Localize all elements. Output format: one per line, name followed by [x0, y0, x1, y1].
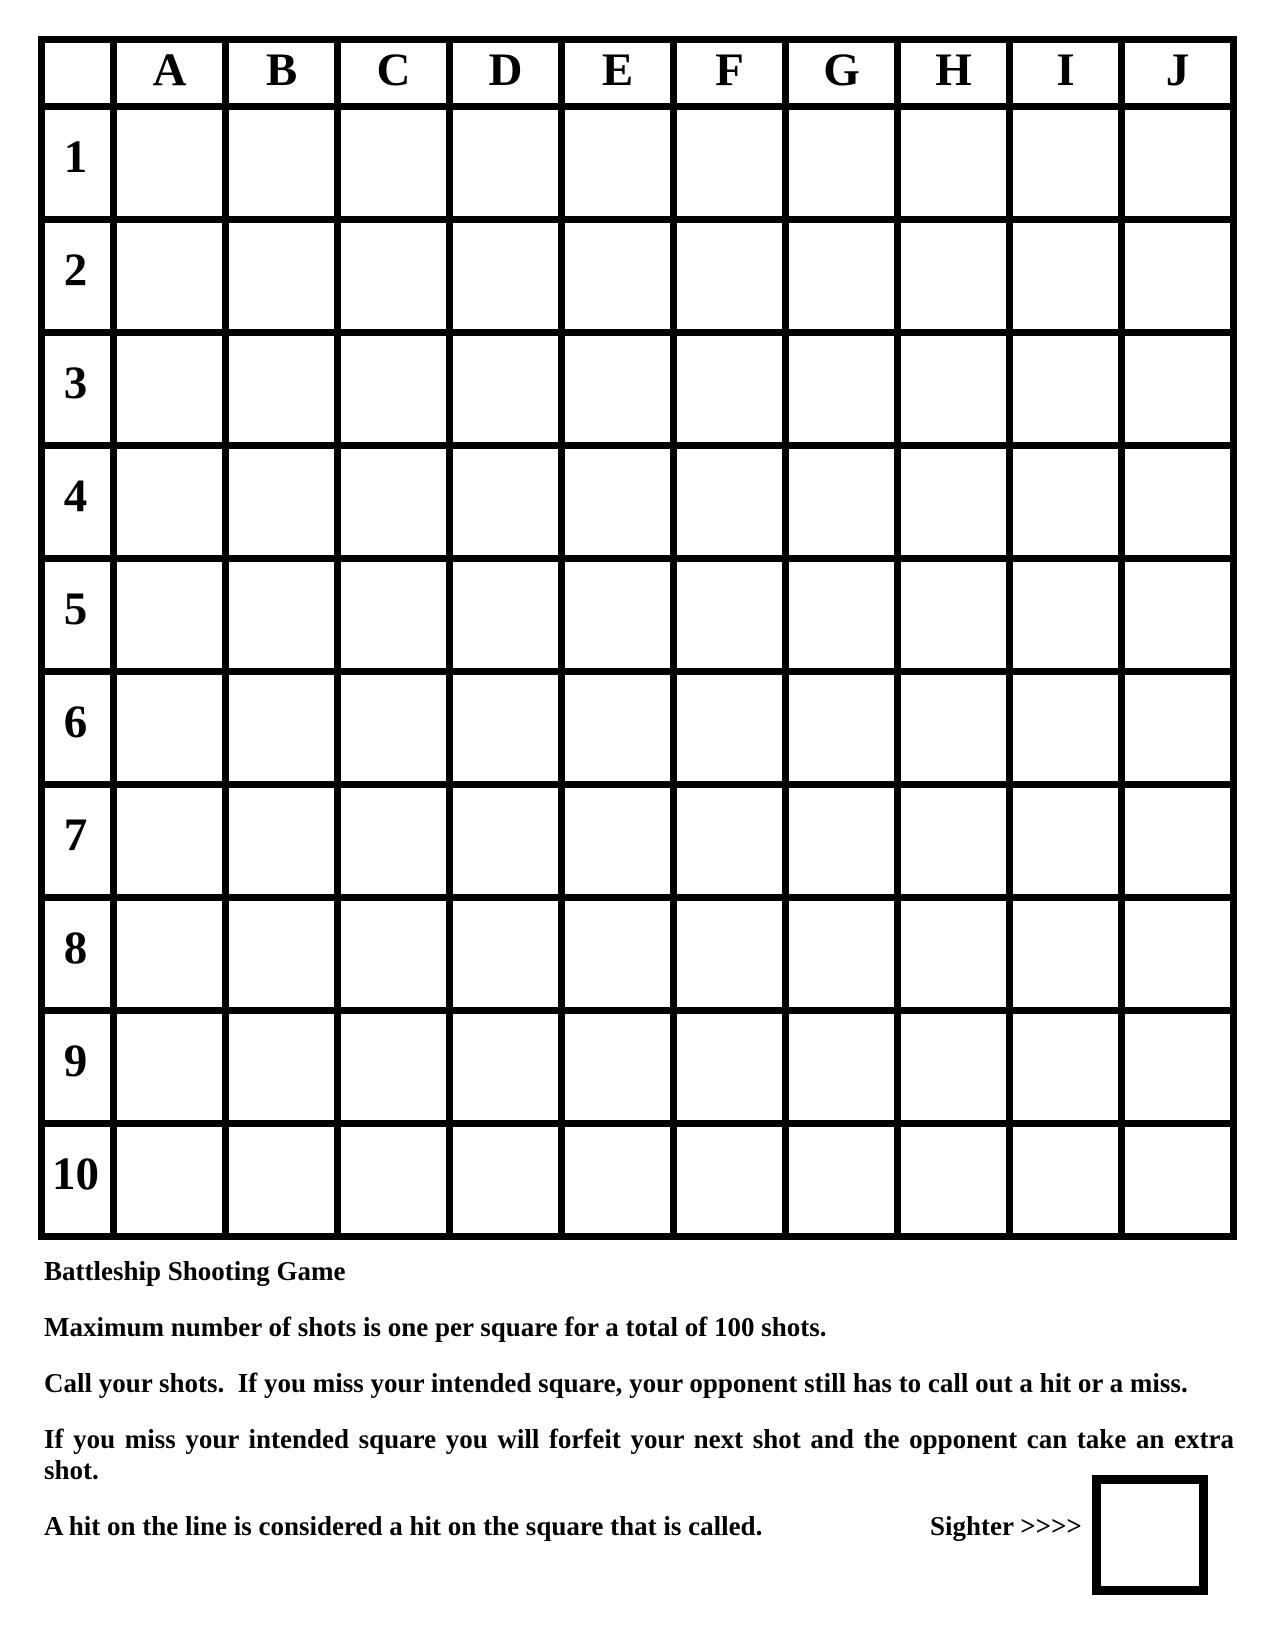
- column-header-F: F: [674, 40, 786, 107]
- cell-D10[interactable]: [450, 1124, 562, 1237]
- cell-A8[interactable]: [114, 898, 226, 1011]
- cell-D8[interactable]: [450, 898, 562, 1011]
- sighter-label: Sighter >>>>: [930, 1511, 1082, 1541]
- cell-D2[interactable]: [450, 220, 562, 333]
- row-header-7: 7: [42, 785, 114, 898]
- column-header-B: B: [226, 40, 338, 107]
- cell-B10[interactable]: [226, 1124, 338, 1237]
- cell-E10[interactable]: [562, 1124, 674, 1237]
- instruction-hit-line-row: [44, 1511, 1234, 1542]
- grid-header-row: [42, 40, 1234, 107]
- column-header-E: E: [562, 40, 674, 107]
- cell-G3[interactable]: [786, 333, 898, 446]
- cell-C2[interactable]: [338, 220, 450, 333]
- cell-A1[interactable]: [114, 107, 226, 220]
- cell-F5[interactable]: [674, 559, 786, 672]
- row-header-4: 4: [42, 446, 114, 559]
- cell-A3[interactable]: [114, 333, 226, 446]
- cell-J9[interactable]: [1122, 1011, 1234, 1124]
- cell-D1[interactable]: [450, 107, 562, 220]
- sighter-box[interactable]: [1092, 1475, 1208, 1595]
- grid-row-7: [42, 785, 1234, 898]
- row-header-5: 5: [42, 559, 114, 672]
- row-header-2: 2: [42, 220, 114, 333]
- cell-H3[interactable]: [898, 333, 1010, 446]
- corner-cell: [42, 40, 114, 107]
- cell-J6[interactable]: [1122, 672, 1234, 785]
- cell-H1[interactable]: [898, 107, 1010, 220]
- row-header-8: 8: [42, 898, 114, 1011]
- cell-G1[interactable]: [786, 107, 898, 220]
- cell-C3[interactable]: [338, 333, 450, 446]
- cell-I1[interactable]: [1010, 107, 1122, 220]
- grid-row-10: [42, 1124, 1234, 1237]
- cell-G8[interactable]: [786, 898, 898, 1011]
- column-header-A: A: [114, 40, 226, 107]
- cell-D5[interactable]: [450, 559, 562, 672]
- battleship-grid: [38, 36, 1237, 1240]
- instruction-call-shots: Call your shots. If you miss your intended square, your opponent still has to call out a hit or a miss.: [44, 1368, 1188, 1398]
- cell-A7[interactable]: [114, 785, 226, 898]
- cell-E6[interactable]: [562, 672, 674, 785]
- cell-C1[interactable]: [338, 107, 450, 220]
- cell-I2[interactable]: [1010, 220, 1122, 333]
- grid-row-3: [42, 333, 1234, 446]
- game-title: Battleship Shooting Game: [44, 1256, 346, 1286]
- row-header-3: 3: [42, 333, 114, 446]
- cell-J8[interactable]: [1122, 898, 1234, 1011]
- cell-B5[interactable]: [226, 559, 338, 672]
- cell-J2[interactable]: [1122, 220, 1234, 333]
- cell-D9[interactable]: [450, 1011, 562, 1124]
- cell-B8[interactable]: [226, 898, 338, 1011]
- grid-row-5: [42, 559, 1234, 672]
- cell-H4[interactable]: [898, 446, 1010, 559]
- cell-I8[interactable]: [1010, 898, 1122, 1011]
- cell-I3[interactable]: [1010, 333, 1122, 446]
- cell-C9[interactable]: [338, 1011, 450, 1124]
- instruction-hit-on-line: A hit on the line is considered a hit on the square that is called.: [44, 1511, 763, 1541]
- cell-A9[interactable]: [114, 1011, 226, 1124]
- column-header-H: H: [898, 40, 1010, 107]
- cell-A4[interactable]: [114, 446, 226, 559]
- grid-row-6: [42, 672, 1234, 785]
- cell-D3[interactable]: [450, 333, 562, 446]
- grid-row-1: [42, 107, 1234, 220]
- cell-E5[interactable]: [562, 559, 674, 672]
- cell-J5[interactable]: [1122, 559, 1234, 672]
- instruction-max-shots: Maximum number of shots is one per square for a total of 100 shots.: [44, 1312, 827, 1342]
- column-header-G: G: [786, 40, 898, 107]
- cell-B2[interactable]: [226, 220, 338, 333]
- cell-E3[interactable]: [562, 333, 674, 446]
- cell-B9[interactable]: [226, 1011, 338, 1124]
- cell-E2[interactable]: [562, 220, 674, 333]
- cell-H6[interactable]: [898, 672, 1010, 785]
- cell-E8[interactable]: [562, 898, 674, 1011]
- column-header-C: C: [338, 40, 450, 107]
- cell-A2[interactable]: [114, 220, 226, 333]
- instructions: [44, 1256, 1234, 1542]
- cell-J3[interactable]: [1122, 333, 1234, 446]
- cell-I7[interactable]: [1010, 785, 1122, 898]
- cell-B7[interactable]: [226, 785, 338, 898]
- cell-D4[interactable]: [450, 446, 562, 559]
- row-header-9: 9: [42, 1011, 114, 1124]
- cell-H10[interactable]: [898, 1124, 1010, 1237]
- row-header-6: 6: [42, 672, 114, 785]
- grid-row-8: [42, 898, 1234, 1011]
- column-header-J: J: [1122, 40, 1234, 107]
- cell-C8[interactable]: [338, 898, 450, 1011]
- cell-B1[interactable]: [226, 107, 338, 220]
- cell-C5[interactable]: [338, 559, 450, 672]
- cell-D7[interactable]: [450, 785, 562, 898]
- cell-C6[interactable]: [338, 672, 450, 785]
- column-header-D: D: [450, 40, 562, 107]
- cell-G6[interactable]: [786, 672, 898, 785]
- cell-G4[interactable]: [786, 446, 898, 559]
- cell-H8[interactable]: [898, 898, 1010, 1011]
- cell-F7[interactable]: [674, 785, 786, 898]
- cell-B3[interactable]: [226, 333, 338, 446]
- cell-A6[interactable]: [114, 672, 226, 785]
- cell-H2[interactable]: [898, 220, 1010, 333]
- cell-A5[interactable]: [114, 559, 226, 672]
- cell-H5[interactable]: [898, 559, 1010, 672]
- cell-B4[interactable]: [226, 446, 338, 559]
- cell-C4[interactable]: [338, 446, 450, 559]
- cell-F10[interactable]: [674, 1124, 786, 1237]
- cell-J10[interactable]: [1122, 1124, 1234, 1237]
- cell-I4[interactable]: [1010, 446, 1122, 559]
- row-header-1: 1: [42, 107, 114, 220]
- cell-I5[interactable]: [1010, 559, 1122, 672]
- cell-D6[interactable]: [450, 672, 562, 785]
- cell-F9[interactable]: [674, 1011, 786, 1124]
- cell-C7[interactable]: [338, 785, 450, 898]
- cell-F8[interactable]: [674, 898, 786, 1011]
- cell-G9[interactable]: [786, 1011, 898, 1124]
- cell-J1[interactable]: [1122, 107, 1234, 220]
- grid-row-2: [42, 220, 1234, 333]
- cell-G2[interactable]: [786, 220, 898, 333]
- cell-E7[interactable]: [562, 785, 674, 898]
- grid-row-9: [42, 1011, 1234, 1124]
- column-header-I: I: [1010, 40, 1122, 107]
- instruction-forfeit: If you miss your intended square you will forfeit your next shot and the opponent can take an extra shot.: [44, 1424, 1234, 1485]
- cell-I9[interactable]: [1010, 1011, 1122, 1124]
- cell-E1[interactable]: [562, 107, 674, 220]
- cell-J4[interactable]: [1122, 446, 1234, 559]
- cell-A10[interactable]: [114, 1124, 226, 1237]
- cell-F6[interactable]: [674, 672, 786, 785]
- cell-J7[interactable]: [1122, 785, 1234, 898]
- cell-H9[interactable]: [898, 1011, 1010, 1124]
- cell-G5[interactable]: [786, 559, 898, 672]
- cell-H7[interactable]: [898, 785, 1010, 898]
- cell-C10[interactable]: [338, 1124, 450, 1237]
- row-header-10: 10: [42, 1124, 114, 1237]
- cell-F3[interactable]: [674, 333, 786, 446]
- grid-row-4: [42, 446, 1234, 559]
- cell-G7[interactable]: [786, 785, 898, 898]
- cell-F4[interactable]: [674, 446, 786, 559]
- cell-F1[interactable]: [674, 107, 786, 220]
- cell-I6[interactable]: [1010, 672, 1122, 785]
- cell-B6[interactable]: [226, 672, 338, 785]
- cell-E4[interactable]: [562, 446, 674, 559]
- cell-E9[interactable]: [562, 1011, 674, 1124]
- cell-F2[interactable]: [674, 220, 786, 333]
- cell-I10[interactable]: [1010, 1124, 1122, 1237]
- cell-G10[interactable]: [786, 1124, 898, 1237]
